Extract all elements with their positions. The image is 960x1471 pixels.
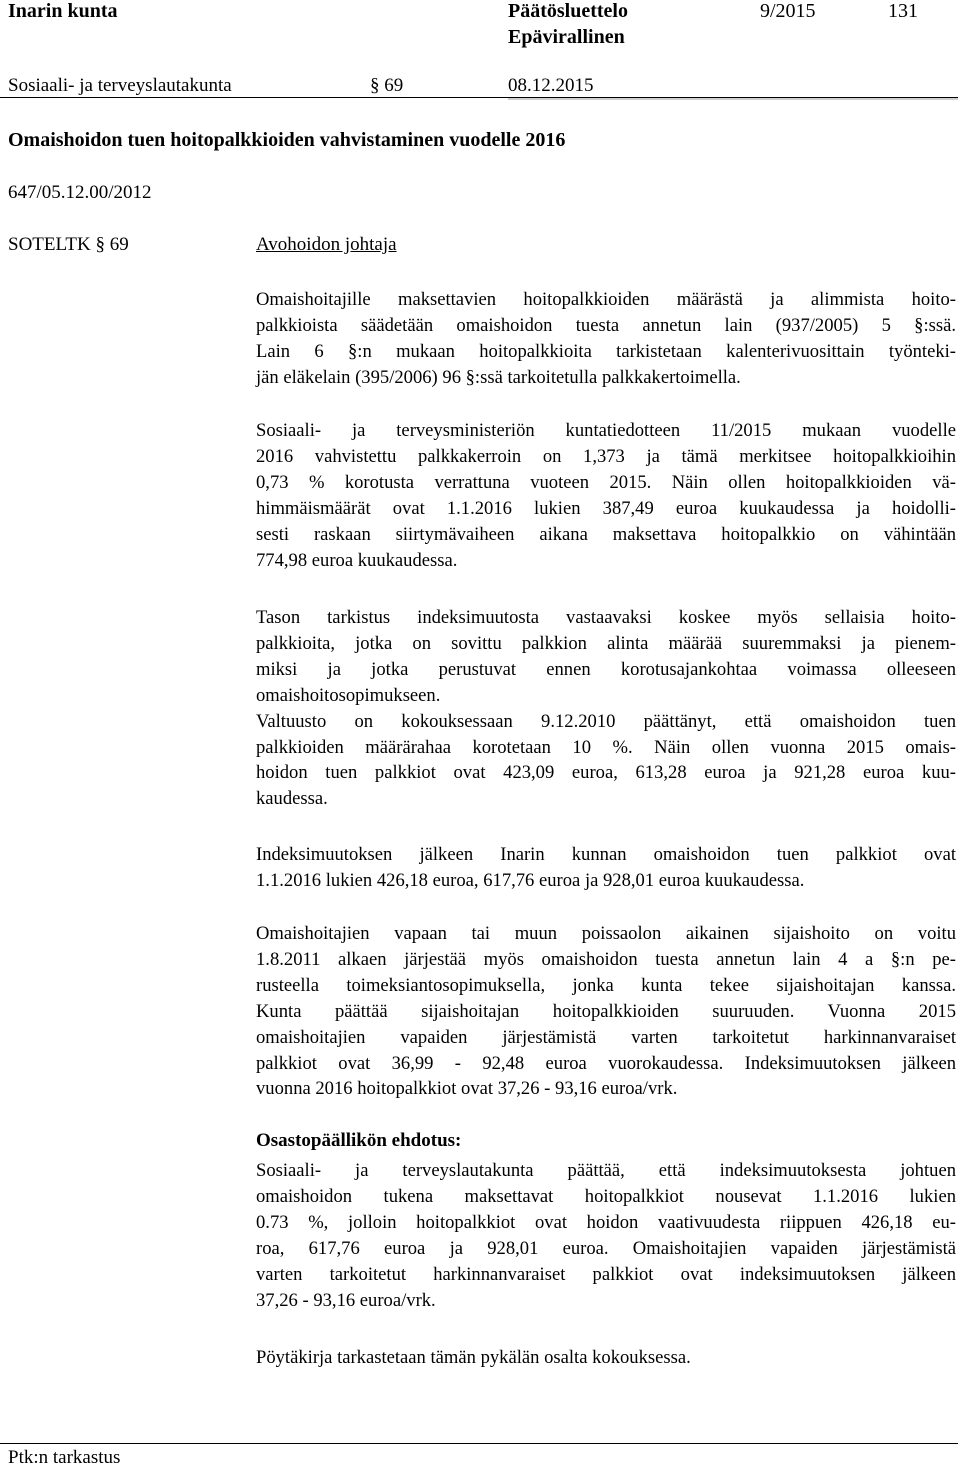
- text-line: palkkioita, jotka on sovittu palkkion alinta määrää suuremmaksi ja pienem-: [256, 632, 956, 654]
- text-line: 774,98 euroa kuukaudessa.: [256, 549, 458, 571]
- text-line: Indeksimuutoksen jälkeen Inarin kunnan omaishoidon tuen palkkiot ovat: [256, 844, 956, 865]
- text-line: 0.73 %, jolloin hoitopalkkiot ovat hoidon vaativuudesta riippuen 426,18 eu-: [256, 1211, 956, 1233]
- page-number: 131: [888, 0, 918, 22]
- text-line: Omaishoitajien vapaan tai muun poissaolon aikainen sijaishoito on voitu: [256, 923, 956, 944]
- text-line: 1.8.2011 alkaen järjestää myös omaishoidon tuesta annetun lain 4 a §:n pe-: [256, 948, 956, 970]
- text-line: Omaishoitajille maksettavien hoitopalkkioiden määrästä ja alimmista hoito-: [256, 289, 956, 310]
- text-line: roa, 617,76 euroa ja 928,01 euroa. Omaishoitajien vapaiden järjestämistä: [256, 1237, 956, 1259]
- text-line: rusteella toimeksiantosopimuksella, jonka kunta tekee sijaishoitajan kanssa.: [256, 974, 956, 996]
- record-number: 647/05.12.00/2012: [8, 182, 152, 203]
- header-shadow-divider: [508, 98, 958, 100]
- text-line: Sosiaali- ja terveyslautakunta päättää, että indeksimuutoksesta johtuen: [256, 1160, 956, 1181]
- text-line: omaishoidon tukena maksettavat hoitopalkkiot nousevat 1.1.2016 lukien: [256, 1185, 956, 1207]
- text-line: 37,26 - 93,16 euroa/vrk.: [256, 1289, 436, 1311]
- proposal-heading: Osastopäällikön ehdotus:: [256, 1130, 462, 1151]
- text-line: himmäismäärät ovat 1.1.2016 lukien 387,49 euroa kuukaudessa ja hoidolli-: [256, 497, 956, 519]
- paragraph-ministry-coefficient: [256, 418, 956, 573]
- footer-label: Ptk:n tarkastus: [8, 1447, 121, 1468]
- paragraph-legal-basis: [256, 287, 956, 391]
- prep-reference: SOTELTK § 69: [8, 234, 129, 255]
- text-line: 0,73 % korotusta verrattuna vuoteen 2015. Näin ollen hoitopalkkioiden vä-: [256, 471, 956, 493]
- document-status: Epävirallinen: [508, 26, 625, 48]
- paragraph-substitute-care: [256, 921, 956, 1102]
- footer-divider: [0, 1443, 958, 1444]
- text-line: Kunta päättää sijaishoitajan hoitopalkkioiden suuruuden. Vuonna 2015: [256, 1000, 956, 1022]
- text-line: hoidon tuen palkkiot ovat 423,09 euroa, 613,28 euroa ja 921,28 euroa kuu-: [256, 762, 956, 784]
- section-number: § 69: [370, 75, 404, 96]
- paragraph-level-adjustment: [256, 605, 956, 812]
- text-line: Tason tarkistus indeksimuutosta vastaavaksi koskee myös sellaisia hoito-: [256, 607, 956, 628]
- text-line: palkkioista säädetään omaishoidon tuesta annetun lain (937/2005) 5 §:ssä.: [256, 314, 956, 336]
- text-line: omaishoitajien vapaiden järjestämistä varten tarkoitetut harkinnanvaraiset: [256, 1026, 956, 1048]
- text-line: Lain 6 §:n mukaan hoitopalkkioita tarkistetaan kalenterivuosittain työnteki-: [256, 340, 956, 362]
- text-line: Valtuusto on kokouksessaan 9.12.2010 päättänyt, että omaishoidon tuen: [256, 710, 956, 732]
- meeting-date: 08.12.2015: [508, 75, 594, 96]
- paragraph-minutes-review: Pöytäkirja tarkastetaan tämän pykälän osalta kokouksessa.: [256, 1347, 691, 1368]
- meeting-body: Sosiaali- ja terveyslautakunta: [8, 75, 232, 96]
- text-line: jän eläkelain (395/2006) 96 §:ssä tarkoitetulla palkkakertoimella.: [256, 366, 741, 388]
- text-line: omaishoitosopimukseen.: [256, 684, 441, 706]
- document-type: Päätösluettelo: [508, 0, 628, 22]
- text-line: varten tarkoitetut harkinnanvaraiset palkkiot ovat indeksimuutoksen jälkeen: [256, 1263, 956, 1285]
- text-line: palkkiot ovat 36,99 - 92,48 euroa vuorokaudessa. Indeksimuutoksen jälkeen: [256, 1052, 956, 1074]
- page-title: Omaishoidon tuen hoitopalkkioiden vahvistaminen vuodelle 2016: [8, 129, 566, 151]
- paragraph-2016-fees: [256, 842, 956, 894]
- text-line: kaudessa.: [256, 788, 328, 810]
- text-line: vuonna 2016 hoitopalkkiot ovat 37,26 - 93,16 euroa/vrk.: [256, 1078, 678, 1100]
- text-line: Sosiaali- ja terveysministeriön kuntatiedotteen 11/2015 mukaan vuodelle: [256, 420, 956, 441]
- paragraph-proposal: [256, 1158, 956, 1313]
- text-line: sesti raskaan siirtymävaiheen aikana maksettava hoitopalkkio on vähintään: [256, 523, 956, 545]
- preparer-title: Avohoidon johtaja: [256, 234, 397, 255]
- text-line: miksi ja jotka perustuvat ennen korotusajankohtaa voimassa olleeseen: [256, 658, 956, 680]
- issue-number: 9/2015: [760, 0, 816, 22]
- municipality-name: Inarin kunta: [8, 0, 118, 22]
- text-line: 2016 vahvistettu palkkakerroin on 1,373 ja tämä merkitsee hoitopalkkioihin: [256, 445, 956, 467]
- text-line: palkkioiden määrärahaa korotetaan 10 %. Näin ollen vuonna 2015 omais-: [256, 736, 956, 758]
- text-line: 1.1.2016 lukien 426,18 euroa, 617,76 euroa ja 928,01 euroa kuukaudessa.: [256, 869, 805, 891]
